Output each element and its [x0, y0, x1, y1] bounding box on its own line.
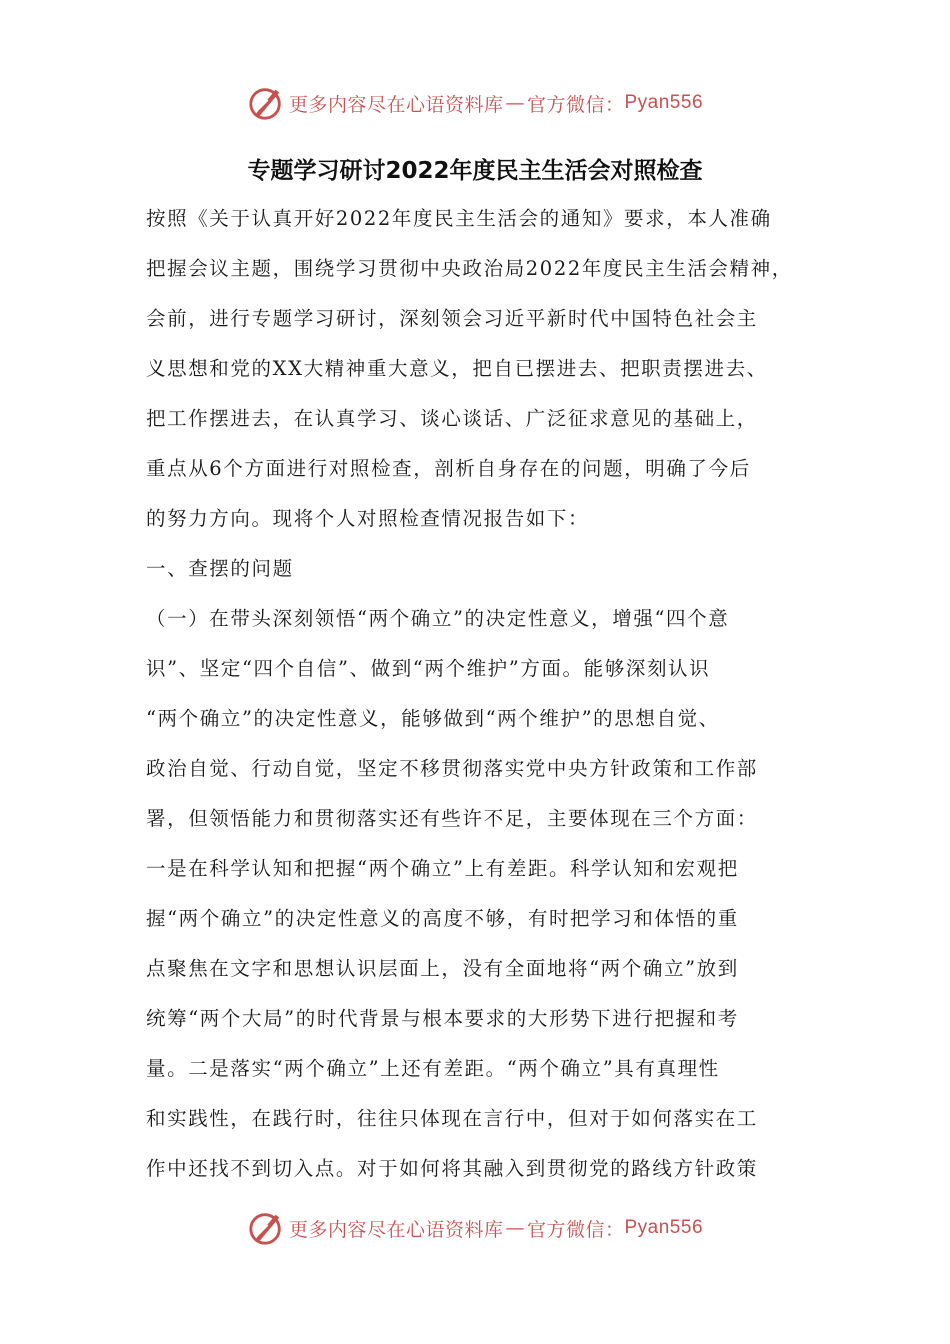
body-line: 署，但领悟能力和贯彻落实还有些许不足，主要体现在三个方面：: [146, 807, 758, 830]
body-line: 的努力方向。现将个人对照检查情况报告如下：: [146, 507, 590, 530]
quill-logo-icon: [247, 84, 285, 122]
body-line: “两个确立”的决定性意义，能够做到“两个维护”的思想自觉、: [146, 707, 720, 730]
body-line: 点聚焦在文字和思想认识层面上，没有全面地将“两个确立”放到: [146, 957, 739, 980]
watermark-wechat-id: Pyan556: [624, 92, 704, 113]
watermark-prefix: 更多内容尽在心语资料库: [288, 93, 504, 116]
body-line: 政治自觉、行动自觉，坚定不移贯彻落实党中央方针政策和工作部: [146, 757, 758, 780]
body-line: 识”、坚定“四个自信”、做到“两个维护”方面。能够深刻认识: [146, 657, 711, 680]
body-line: 量。二是落实“两个确立”上还有差距。“两个确立”具有真理性: [146, 1057, 720, 1080]
body-line: （一）在带头深刻领悟“两个确立”的决定性意义，增强“四个意: [146, 607, 730, 630]
watermark-wechat-id: Pyan556: [624, 1217, 704, 1238]
watermark-suffix: 官方微信：: [526, 93, 625, 116]
body-line: 把握会议主题，围绕学习贯彻中央政治局2022年度民主生活会精神，: [146, 257, 793, 280]
body-line: 握“两个确立”的决定性意义的高度不够，有时把学习和体悟的重: [146, 907, 739, 930]
body-line: 重点从6个方面进行对照检查，剖析自身存在的问题，明确了今后: [146, 457, 751, 480]
watermark-header: [0, 81, 950, 125]
watermark-suffix: 官方微信：: [526, 1218, 625, 1241]
body-line: 一是在科学认知和把握“两个确立”上有差距。科学认知和宏观把: [146, 857, 739, 880]
document-body: [146, 194, 806, 1194]
watermark-prefix: 更多内容尽在心语资料库: [288, 1218, 504, 1241]
body-line: 统筹“两个大局”的时代背景与根本要求的大形势下进行把握和考: [146, 1007, 739, 1030]
quill-logo-icon: [247, 1209, 285, 1247]
body-line: 把工作摆进去，在认真学习、谈心谈话、广泛征求意见的基础上，: [146, 407, 758, 430]
body-line: 按照《关于认真开好2022年度民主生活会的通知》要求，本人准确: [146, 207, 772, 230]
document-title: 专题学习研讨2022年度民主生活会对照检查: [247, 158, 703, 184]
section-heading: 一、查摆的问题: [146, 557, 294, 580]
body-line: 作中还找不到切入点。对于如何将其融入到贯彻党的路线方针政策: [146, 1157, 758, 1180]
body-line: 义思想和党的XX大精神重大意义，把自已摆进去、把职责摆进去、: [146, 357, 768, 380]
body-line: 和实践性，在践行时，往往只体现在言行中，但对于如何落实在工: [146, 1107, 758, 1130]
watermark-footer: [0, 1206, 950, 1250]
watermark-dash: —: [505, 92, 525, 114]
body-line: 会前，进行专题学习研讨，深刻领会习近平新时代中国特色社会主: [146, 307, 758, 330]
watermark-dash: —: [505, 1217, 525, 1239]
